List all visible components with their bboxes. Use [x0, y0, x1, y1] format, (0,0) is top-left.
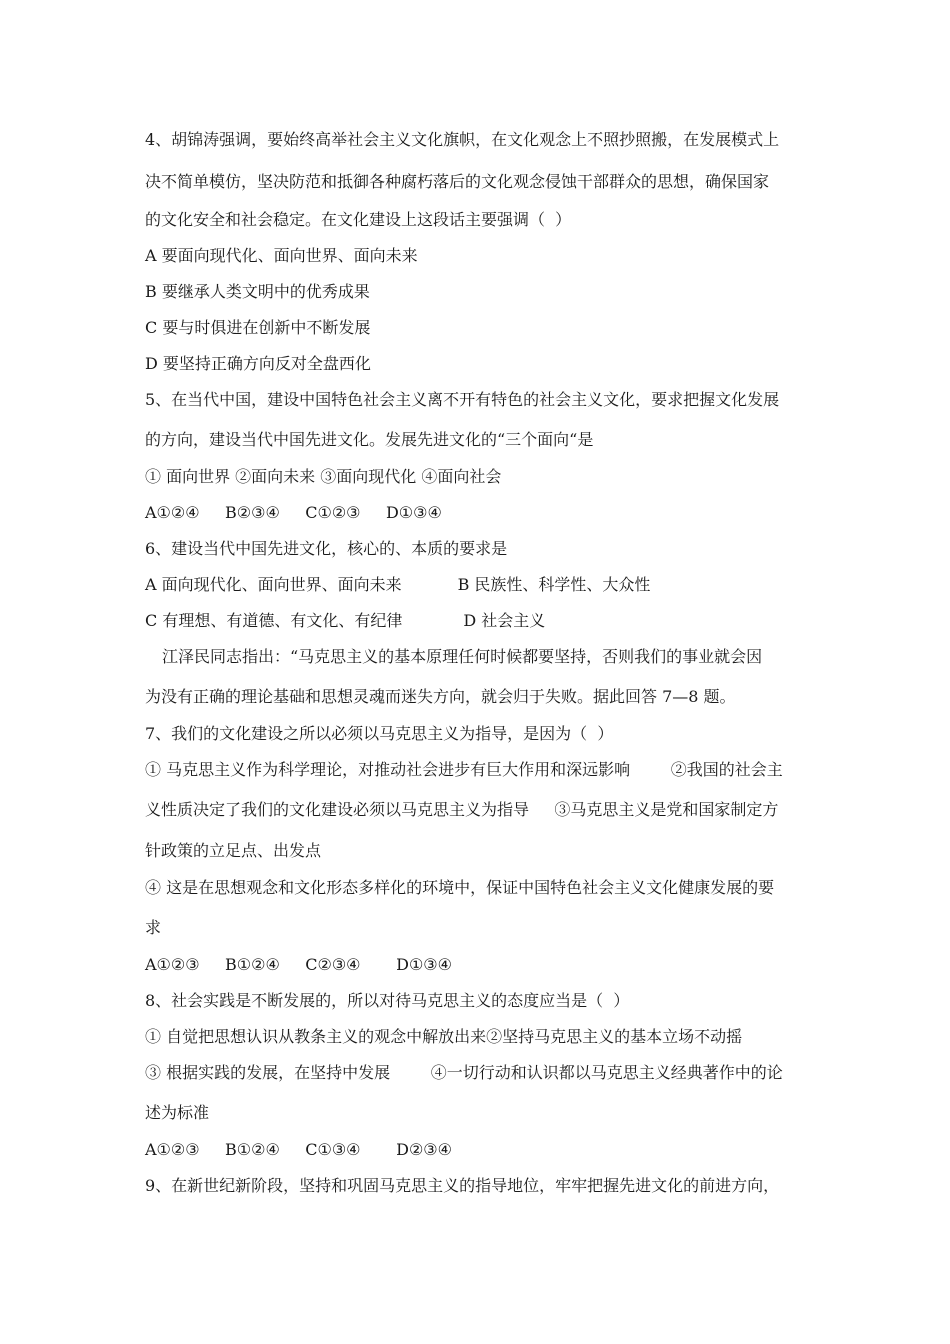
question-7-items-line-5: 求: [145, 918, 162, 937]
option-c: C 要与时俱进在创新中不断发展: [145, 318, 371, 337]
question-5-options: A①②④ B②③④ C①②③ D①③④: [145, 503, 442, 522]
question-6-options-ab: A 面向现代化、面向世界、面向未来 B 民族性、科学性、大众性: [145, 575, 651, 594]
question-7-items-line-2: 义性质决定了我们的文化建设必须以马克思主义为指导 ③马克思主义是党和国家制定方: [145, 800, 779, 819]
question-8-items-line-3: 述为标准: [145, 1103, 210, 1122]
question-8-items-line-1: ① 自觉把思想认识从教条主义的观念中解放出来②坚持马克思主义的基本立场不动摇: [145, 1027, 743, 1046]
question-6-stem: 6、建设当代中国先进文化，核心的、本质的要求是: [145, 539, 508, 558]
question-8-stem: 8、社会实践是不断发展的，所以对待马克思主义的态度应当是（ ）: [145, 991, 630, 1010]
question-4-line-3: 的文化安全和社会稳定。在文化建设上这段话主要强调（ ）: [145, 210, 572, 229]
question-5-line-1: 5、在当代中国，建设中国特色社会主义离不开有特色的社会主义文化，要求把握文化发展: [145, 390, 780, 409]
option-b: B 要继承人类文明中的优秀成果: [145, 282, 370, 301]
question-5-line-2: 的方向，建设当代中国先进文化。发展先进文化的“三个面向“是: [145, 430, 594, 449]
passage-line-2: 为没有正确的理论基础和思想灵魂而迷失方向，就会归于失败。据此回答 7—8 题。: [145, 687, 736, 706]
question-8-options: A①②③ B①②④ C①③④ D②③④: [145, 1140, 452, 1159]
question-8-items-line-2: ③ 根据实践的发展，在坚持中发展 ④一切行动和认识都以马克思主义经典著作中的论: [145, 1063, 783, 1082]
question-9-line-1: 9、在新世纪新阶段，坚持和巩固马克思主义的指导地位，牢牢把握先进文化的前进方向，: [145, 1176, 780, 1195]
question-7-stem: 7、我们的文化建设之所以必须以马克思主义为指导，是因为（ ）: [145, 724, 614, 743]
question-5-items: ① 面向世界 ②面向未来 ③面向现代化 ④面向社会: [145, 467, 502, 486]
question-4-line-2: 决不简单模仿，坚决防范和抵御各种腐朽落后的文化观念侵蚀干部群众的思想，确保国家: [145, 172, 770, 191]
question-4-line-1: 4、胡锦涛强调，要始终高举社会主义文化旗帜，在文化观念上不照抄照搬，在发展模式上: [145, 130, 780, 149]
question-7-options: A①②③ B①②④ C②③④ D①③④: [145, 955, 452, 974]
option-d: D 要坚持正确方向反对全盘西化: [145, 354, 371, 373]
question-6-options-cd: C 有理想、有道德、有文化、有纪律 D 社会主义: [145, 611, 546, 630]
question-7-items-line-1: ① 马克思主义作为科学理论，对推动社会进步有巨大作用和深远影响 ②我国的社会主: [145, 760, 783, 779]
question-7-items-line-4: ④ 这是在思想观念和文化形态多样化的环境中，保证中国特色社会主义文化健康发展的要: [145, 878, 775, 897]
passage-line-1: 江泽民同志指出：“马克思主义的基本原理任何时候都要坚持，否则我们的事业就会因: [162, 647, 763, 666]
option-a: A 要面向现代化、面向世界、面向未来: [145, 246, 418, 265]
question-7-items-line-3: 针政策的立足点、出发点: [145, 841, 322, 860]
